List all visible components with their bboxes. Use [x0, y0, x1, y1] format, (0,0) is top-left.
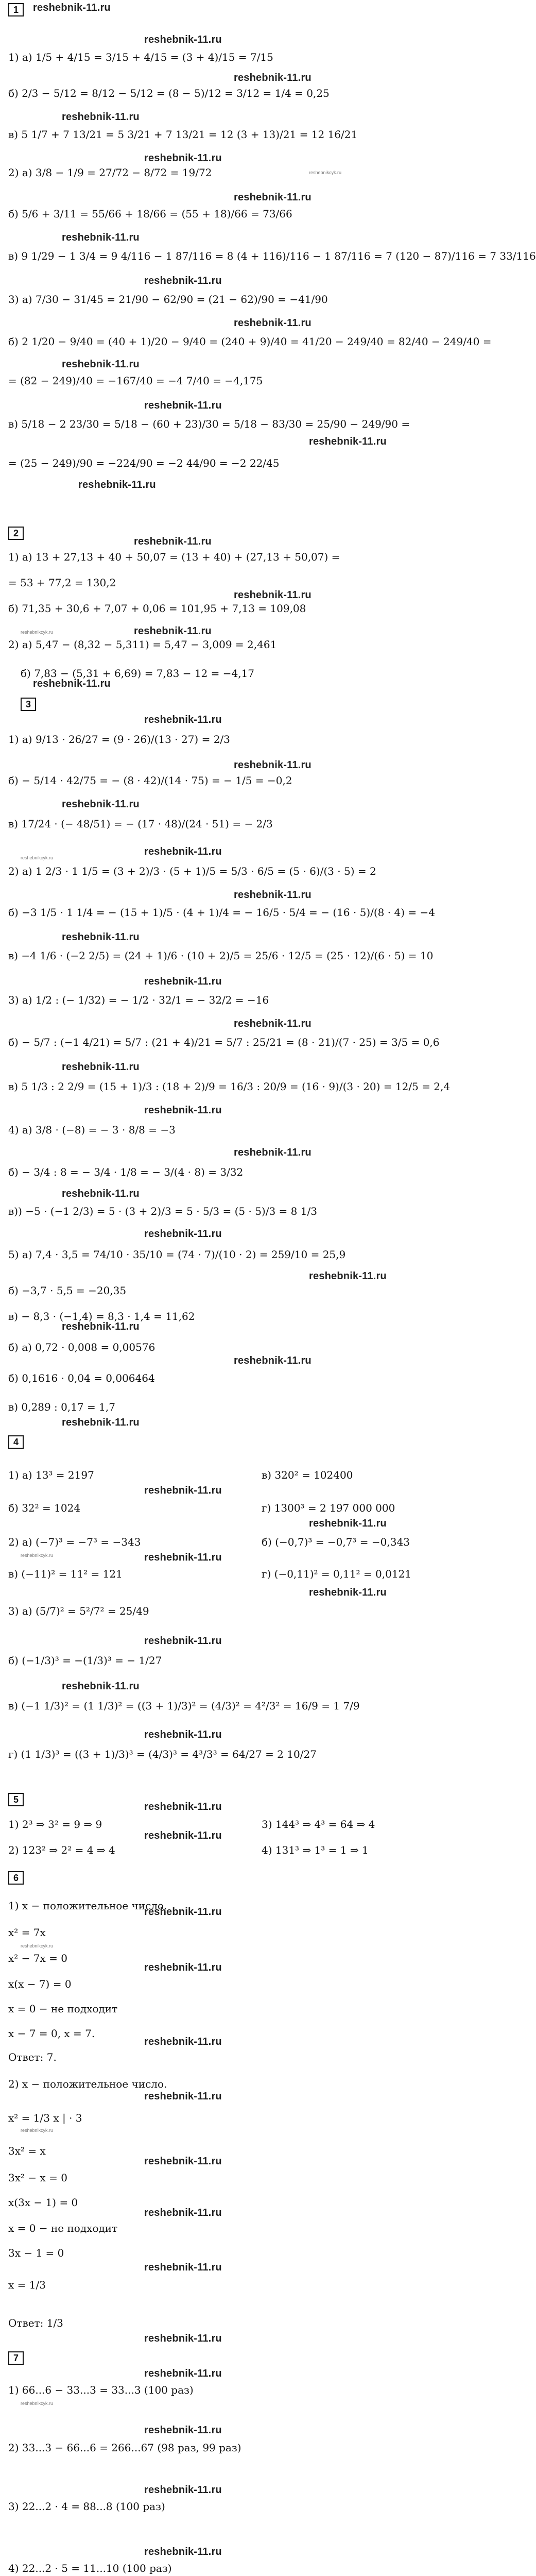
solution-line: в) 320² = 102400	[262, 1469, 353, 1481]
task-number-4: 4	[8, 1435, 24, 1449]
solution-line: б) 32² = 1024	[8, 1502, 81, 1514]
watermark: reshebnik-11.ru	[144, 1962, 222, 1973]
solution-line: 1) x − положительное число.	[8, 1900, 167, 1912]
solution-line: в)) −5 · (−1 2/3) = 5 · (3 + 2)/3 = 5 · 5/3 = (5 · 5)/3 = 8 1/3	[8, 1205, 317, 1217]
solution-line: в) 17/24 · (− 48/51) = − (17 · 48)/(24 · 51) = − 2/3	[8, 818, 273, 830]
solution-line: 5) а) 7,4 · 3,5 = 74/10 · 35/10 = (74 · 7)/(10 · 2) = 259/10 = 25,9	[8, 1248, 346, 1261]
solution-line: x² = 1/3 x | · 3	[8, 2112, 82, 2124]
solution-line: 1) 2³ ⇒ 3² = 9 ⇒ 9	[8, 1818, 102, 1831]
solution-line: x² − 7x = 0	[8, 1952, 67, 1964]
watermark: reshebnik-11.ru	[144, 400, 222, 411]
watermark: reshebnik-11.ru	[234, 759, 312, 771]
task-number-6: 6	[8, 1871, 24, 1885]
watermark: reshebnik-11.ru	[33, 678, 111, 689]
watermark: reshebnik-11.ru	[234, 1018, 312, 1029]
watermark: reshebnik-11.ru	[144, 1729, 222, 1740]
watermark-small: reshebnikcyk.ru	[21, 630, 54, 635]
solution-line: 2) 123² ⇒ 2² = 4 ⇒ 4	[8, 1844, 115, 1856]
watermark: reshebnik-11.ru	[62, 1061, 140, 1073]
solution-line: в) − 8,3 · (−1,4) = 8,3 · 1,4 = 11,62	[8, 1310, 195, 1323]
solution-line: в) 5/18 − 2 23/30 = 5/18 − (60 + 23)/30 = 5/18 − 83/30 = 25/90 − 249/90 =	[8, 418, 410, 430]
solution-line: б) −3,7 · 5,5 = −20,35	[8, 1284, 127, 1297]
watermark: reshebnik-11.ru	[134, 625, 212, 637]
solution-line: б) (−0,7)³ = −0,7³ = −0,343	[262, 1536, 410, 1548]
solution-line: б) 2/3 − 5/12 = 8/12 − 5/12 = (8 − 5)/12 = 3/12 = 1/4 = 0,25	[8, 87, 330, 99]
watermark: reshebnik-11.ru	[62, 359, 140, 370]
solution-line: 4) 131³ ⇒ 1³ = 1 ⇒ 1	[262, 1844, 369, 1856]
solution-line: 4) 22...2 · 5 = 11...10 (100 раз)	[8, 2562, 172, 2574]
watermark: reshebnik-11.ru	[144, 1228, 222, 1240]
watermark: reshebnik-11.ru	[144, 1105, 222, 1116]
solution-line: 2) а) 5,47 − (8,32 − 5,311) = 5,47 − 3,009 = 2,461	[8, 638, 277, 651]
watermark: reshebnik-11.ru	[144, 976, 222, 987]
solution-line: 2) а) (−7)³ = −7³ = −343	[8, 1536, 141, 1548]
watermark: reshebnik-11.ru	[144, 275, 222, 286]
solution-line: Ответ: 1/3	[8, 2317, 63, 2329]
solution-line: 3x² − x = 0	[8, 2172, 67, 2184]
watermark-small: reshebnikcyk.ru	[21, 2401, 54, 2406]
solution-line: б) а) 0,72 · 0,008 = 0,00576	[8, 1341, 155, 1353]
solution-line: x² = 7x	[8, 1926, 46, 1939]
solution-line: 3) а) (5/7)² = 5²/7² = 25/49	[8, 1605, 149, 1617]
watermark: reshebnik-11.ru	[144, 2036, 222, 2047]
watermark: reshebnik-11.ru	[62, 1188, 140, 1199]
watermark: reshebnik-11.ru	[144, 1906, 222, 1918]
watermark: reshebnik-11.ru	[234, 1147, 312, 1158]
watermark: reshebnik-11.ru	[234, 1355, 312, 1366]
solution-line: 3) 144³ ⇒ 4³ = 64 ⇒ 4	[262, 1818, 375, 1831]
watermark-small: reshebnikcyk.ru	[21, 855, 54, 860]
solution-line: 2) а) 3/8 − 1/9 = 27/72 − 8/72 = 19/72	[8, 166, 212, 179]
solution-line: 2) а) 1 2/3 · 1 1/5 = (3 + 2)/3 · (5 + 1)/5 = 5/3 · 6/5 = (5 · 6)/(3 · 5) = 2	[8, 865, 376, 877]
solution-line: 1) 66...6 − 33...3 = 33...3 (100 раз)	[8, 2384, 194, 2396]
watermark: reshebnik-11.ru	[144, 2156, 222, 2167]
watermark: reshebnik-11.ru	[33, 2, 111, 13]
watermark: reshebnik-11.ru	[144, 2091, 222, 2102]
solution-line: г) 1300³ = 2 197 000 000	[262, 1502, 395, 1514]
solution-line: в) −4 1/6 · (−2 2/5) = (24 + 1)/6 · (10 + 2)/5 = 25/6 · 12/5 = (25 · 12)/(6 · 5) = 10	[8, 950, 434, 962]
watermark: reshebnik-11.ru	[144, 34, 222, 45]
solution-line: б) 7,83 − (5,31 + 6,69) = 7,83 − 12 = −4,17	[21, 667, 255, 680]
solution-line: = 53 + 77,2 = 130,2	[8, 577, 116, 589]
watermark: reshebnik-11.ru	[309, 1270, 387, 1282]
solution-line: = (25 − 249)/90 = −224/90 = −2 44/90 = −2 22/45	[8, 457, 280, 469]
solution-line: 3x − 1 = 0	[8, 2247, 64, 2259]
solution-line: в) (−11)² = 11² = 121	[8, 1568, 123, 1580]
watermark: reshebnik-11.ru	[62, 232, 140, 243]
solution-line: 1) а) 13³ = 2197	[8, 1469, 94, 1481]
watermark: reshebnik-11.ru	[62, 111, 140, 123]
solution-line: x − 7 = 0, x = 7.	[8, 2027, 95, 2040]
solution-line: в) 0,289 : 0,17 = 1,7	[8, 1401, 115, 1413]
watermark: reshebnik-11.ru	[309, 1518, 387, 1529]
watermark-small: reshebnikcyk.ru	[21, 1943, 54, 1948]
watermark: reshebnik-11.ru	[309, 1587, 387, 1598]
solution-line: x = 0 − не подходит	[8, 2222, 118, 2234]
watermark: reshebnik-11.ru	[144, 2333, 222, 2344]
solution-line: 1) а) 1/5 + 4/15 = 3/15 + 4/15 = (3 + 4)/15 = 7/15	[8, 51, 273, 63]
watermark: reshebnik-11.ru	[78, 479, 156, 490]
solution-line: 3) а) 1/2 : (− 1/32) = − 1/2 · 32/1 = − 32/2 = −16	[8, 994, 269, 1006]
watermark: reshebnik-11.ru	[309, 436, 387, 447]
watermark: reshebnik-11.ru	[62, 1681, 140, 1692]
solution-line: 3x² = x	[8, 2145, 46, 2157]
watermark: reshebnik-11.ru	[144, 2546, 222, 2557]
solution-line: 3) а) 7/30 − 31/45 = 21/90 − 62/90 = (21 − 62)/90 = −41/90	[8, 293, 328, 306]
watermark: reshebnik-11.ru	[144, 1801, 222, 1812]
task-number-7: 7	[8, 2351, 24, 2365]
solution-line: б) − 5/14 · 42/75 = − (8 · 42)/(14 · 75) = − 1/5 = −0,2	[8, 774, 292, 787]
solution-line: г) (−0,11)² = 0,11² = 0,0121	[262, 1568, 412, 1580]
watermark: reshebnik-11.ru	[234, 192, 312, 203]
watermark: reshebnik-11.ru	[144, 2484, 222, 2496]
watermark: reshebnik-11.ru	[144, 846, 222, 857]
solution-line: x = 1/3	[8, 2279, 46, 2291]
solution-line: 3) 22...2 · 4 = 88...8 (100 раз)	[8, 2500, 165, 2513]
watermark: reshebnik-11.ru	[62, 1321, 140, 1332]
solution-line: x = 0 − не подходит	[8, 2003, 118, 2015]
solution-line: 1) а) 9/13 · 26/27 = (9 · 26)/(13 · 27) = 2/3	[8, 733, 230, 745]
solution-line: б) (−1/3)³ = −(1/3)³ = − 1/27	[8, 1654, 162, 1667]
solution-line: в) 5 1/7 + 7 13/21 = 5 3/21 + 7 13/21 = 12 (3 + 13)/21 = 12 16/21	[8, 128, 358, 141]
solution-line: = (82 − 249)/40 = −167/40 = −4 7/40 = −4,175	[8, 375, 263, 387]
watermark: reshebnik-11.ru	[234, 889, 312, 901]
solution-line: б) 0,1616 · 0,04 = 0,006464	[8, 1372, 155, 1384]
watermark: reshebnik-11.ru	[144, 714, 222, 725]
watermark: reshebnik-11.ru	[234, 317, 312, 329]
watermark: reshebnik-11.ru	[144, 1830, 222, 1841]
task-number-5: 5	[8, 1793, 24, 1806]
watermark-small: reshebnikcyk.ru	[309, 170, 342, 175]
watermark: reshebnik-11.ru	[234, 589, 312, 601]
solution-line: б) 71,35 + 30,6 + 7,07 + 0,06 = 101,95 + 7,13 = 109,08	[8, 602, 306, 615]
solution-line: x(3x − 1) = 0	[8, 2196, 78, 2209]
solution-line: x(x − 7) = 0	[8, 1978, 72, 1990]
solution-line: в) (−1 1/3)² = (1 1/3)² = ((3 + 1)/3)² = (4/3)² = 4²/3² = 16/9 = 1 7/9	[8, 1700, 360, 1712]
watermark: reshebnik-11.ru	[62, 931, 140, 943]
watermark: reshebnik-11.ru	[144, 152, 222, 164]
watermark: reshebnik-11.ru	[144, 2207, 222, 2218]
solution-line: 4) а) 3/8 · (−8) = − 3 · 8/8 = −3	[8, 1124, 176, 1136]
solution-line: б) 5/6 + 3/11 = 55/66 + 18/66 = (55 + 18)/66 = 73/66	[8, 208, 292, 220]
watermark: reshebnik-11.ru	[144, 1552, 222, 1563]
watermark: reshebnik-11.ru	[144, 1635, 222, 1647]
solution-line: б) − 5/7 : (−1 4/21) = 5/7 : (21 + 4)/21 = 5/7 : 25/21 = (8 · 21)/(7 · 25) = 3/5 = 0,6	[8, 1036, 440, 1048]
task-number-2: 2	[8, 527, 24, 540]
watermark-small: reshebnikcyk.ru	[21, 1553, 54, 1558]
solution-line: г) (1 1/3)³ = ((3 + 1)/3)³ = (4/3)³ = 4³/3³ = 64/27 = 2 10/27	[8, 1748, 317, 1760]
watermark: reshebnik-11.ru	[144, 2262, 222, 2273]
watermark: reshebnik-11.ru	[234, 72, 312, 83]
watermark: reshebnik-11.ru	[144, 2368, 222, 2379]
solution-line: в) 5 1/3 : 2 2/9 = (15 + 1)/3 : (18 + 2)/9 = 16/3 : 20/9 = (16 · 9)/(3 · 20) = 12/5 = 2,4	[8, 1080, 451, 1093]
solution-line: 1) а) 13 + 27,13 + 40 + 50,07 = (13 + 40) + (27,13 + 50,07) =	[8, 551, 340, 563]
watermark: reshebnik-11.ru	[144, 1485, 222, 1496]
watermark: reshebnik-11.ru	[144, 2425, 222, 2436]
solution-line: в) 9 1/29 − 1 3/4 = 9 4/116 − 1 87/116 = 8 (4 + 116)/116 − 1 87/116 = 7 (120 − 87)/116 = 7 33/116	[8, 250, 536, 262]
task-number-1: 1	[8, 3, 24, 16]
watermark: reshebnik-11.ru	[62, 799, 140, 810]
solution-line: б) 2 1/20 − 9/40 = (40 + 1)/20 − 9/40 = (240 + 9)/40 = 41/20 − 249/40 = 82/40 − 249/40 =	[8, 335, 492, 348]
watermark: reshebnik-11.ru	[62, 1417, 140, 1428]
task-number-3: 3	[21, 698, 36, 711]
solution-line: Ответ: 7.	[8, 2051, 57, 2063]
solution-line: б) −3 1/5 · 1 1/4 = − (15 + 1)/5 · (4 + 1)/4 = − 16/5 · 5/4 = − (16 · 5)/(8 · 4) = −4	[8, 906, 435, 919]
solution-line: 2) 33...3 − 66...6 = 266...67 (98 раз, 99 раз)	[8, 2442, 241, 2454]
watermark: reshebnik-11.ru	[134, 536, 212, 547]
watermark-small: reshebnikcyk.ru	[21, 2128, 54, 2133]
solution-line: б) − 3/4 : 8 = − 3/4 · 1/8 = − 3/(4 · 8) = 3/32	[8, 1166, 244, 1178]
solution-line: 2) x − положительное число.	[8, 2078, 167, 2090]
